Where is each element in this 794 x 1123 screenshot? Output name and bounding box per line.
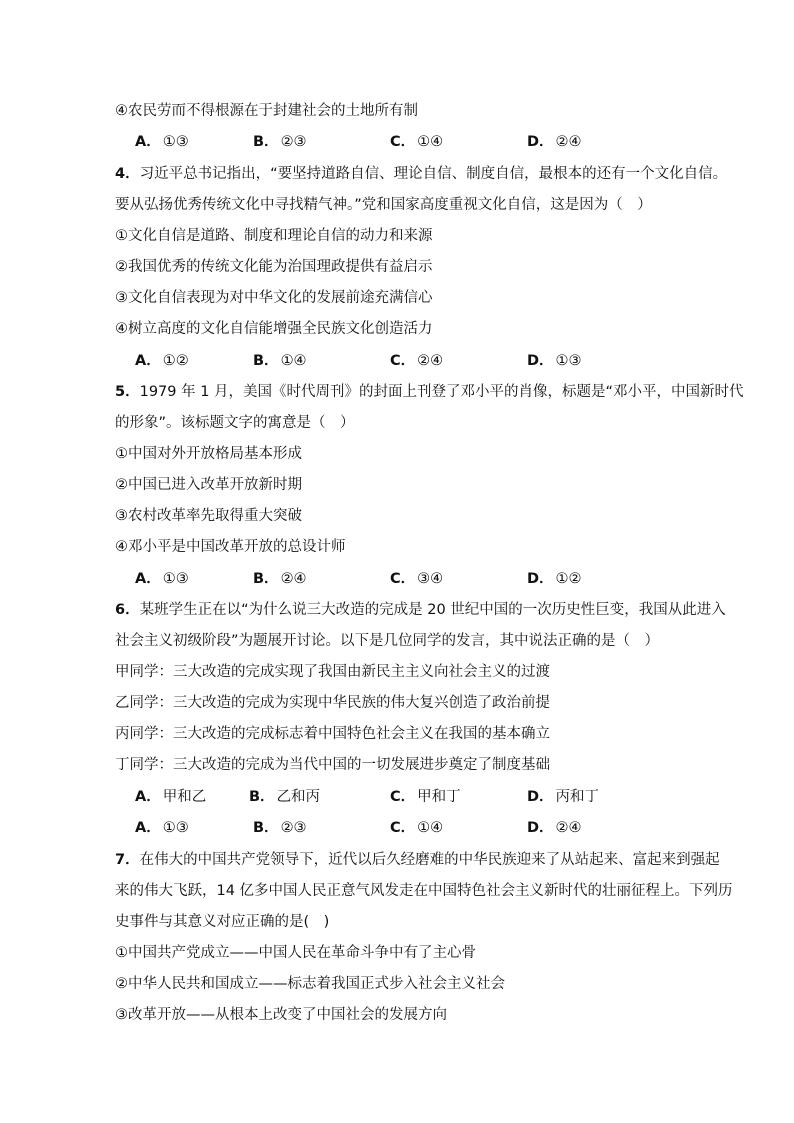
q6-option-a-numbers[interactable]: A． ①③ [135, 820, 189, 836]
q5-options [135, 569, 675, 589]
q4-statement-3: ③文化自信表现为对中华文化的发展前途充满信心 [115, 290, 433, 306]
q3-option-a[interactable]: A． ①③ [135, 134, 189, 150]
q5-option-a[interactable]: A． ①③ [135, 571, 189, 587]
q7-statement-3: ③改革开放——从根本上改变了中国社会的发展方向 [115, 1007, 447, 1023]
q5-statement-4: ④邓小平是中国改革开放的总设计师 [115, 539, 346, 555]
q6-option-c-names[interactable]: C． 甲和丁 [390, 789, 461, 805]
q5-statement-3: ③农村改革率先取得重大突破 [115, 508, 302, 524]
q5-stem-line-2: 的形象”。该标题文字的寓意是（ ） [115, 415, 355, 431]
q6-stem-line-1: 6．某班学生正在以“为什么说三大改造的完成是 20 世纪中国的一次历史性巨变，我国从此进入 [115, 602, 726, 618]
q5-stem-line-1: 5．1979 年 1 月，美国《时代周刊》的封面上刊登了邓小平的肖像，标题是“邓小平，中国新时代 [115, 384, 744, 400]
q7-number: 7． [115, 852, 140, 868]
q4-statement-1: ①文化自信是道路、制度和理论自信的动力和来源 [115, 228, 433, 244]
q5-number: 5． [115, 384, 140, 400]
q6-option-d-numbers[interactable]: D． ②④ [527, 820, 582, 836]
q6-statement-3: 丙同学：三大改造的完成标志着中国特色社会主义在我国的基本确立 [115, 726, 550, 742]
q7-stem-line-3: 史事件与其意义对应正确的是( ) [115, 914, 330, 930]
q7-stem-line-1: 7．在伟大的中国共产党领导下，近代以后久经磨难的中华民族迎来了从站起来、富起来到强起 [115, 852, 720, 868]
q3-options [135, 132, 675, 152]
q6-number: 6． [115, 602, 140, 618]
q7-stem-line-2: 来的伟大飞跃，14 亿多中国人民正意气风发走在中国特色社会主义新时代的壮丽征程上。下列历 [115, 883, 733, 899]
q6-stem-line-2: 社会主义初级阶段”为题展开讨论。以下是几位同学的发言，其中说法正确的是（ ） [115, 633, 660, 649]
q4-option-b[interactable]: B． ①④ [253, 353, 307, 369]
q7-statement-1: ①中国共产党成立——中国人民在革命斗争中有了主心骨 [115, 945, 476, 961]
q6-option-b-names[interactable]: B． 乙和丙 [249, 789, 321, 805]
q6-option-a-names[interactable]: A． 甲和乙 [135, 789, 207, 805]
q5-option-b[interactable]: B． ②④ [253, 571, 307, 587]
q6-statement-1: 甲同学：三大改造的完成实现了我国由新民主主义向社会主义的过渡 [115, 664, 550, 680]
q4-statement-2: ②我国优秀的传统文化能为治国理政提供有益启示 [115, 259, 433, 275]
q5-option-d[interactable]: D． ①② [527, 571, 582, 587]
q6-option-c-numbers[interactable]: C． ①④ [390, 820, 444, 836]
q6-statement-2: 乙同学：三大改造的完成为实现中华民族的伟大复兴创造了政治前提 [115, 695, 550, 711]
q4-option-d[interactable]: D． ①③ [527, 353, 582, 369]
q4-option-c[interactable]: C． ②④ [390, 353, 444, 369]
q4-stem-line-1: 4．习近平总书记指出，“要坚持道路自信、理论自信、制度自信，最根本的还有一个文化自信。 [115, 166, 728, 182]
q7-statement-2: ②中华人民共和国成立——标志着我国正式步入社会主义社会 [115, 976, 505, 992]
q5-statement-2: ②中国已进入改革开放新时期 [115, 477, 302, 493]
q4-options [135, 351, 675, 371]
q4-stem-line-2: 要从弘扬优秀传统文化中寻找精气神。”党和国家高度重视文化自信，这是因为（ ） [115, 197, 652, 213]
q3-option-c[interactable]: C． ①④ [390, 134, 444, 150]
q5-option-c[interactable]: C． ③④ [390, 571, 444, 587]
q3-option-d[interactable]: D． ②④ [527, 134, 582, 150]
q4-statement-4: ④树立高度的文化自信能增强全民族文化创造活力 [115, 321, 433, 337]
q5-statement-1: ①中国对外开放格局基本形成 [115, 446, 302, 462]
q6-options-numbers [135, 818, 675, 838]
q6-option-b-numbers[interactable]: B． ②③ [253, 820, 307, 836]
q4-number: 4． [115, 166, 140, 182]
q3-option-b[interactable]: B． ②③ [253, 134, 307, 150]
q6-options-names [135, 787, 675, 807]
q6-option-d-names[interactable]: D． 丙和丁 [527, 789, 600, 805]
q3-statement-4: ④农民劳而不得根源在于封建社会的土地所有制 [115, 103, 418, 119]
q6-statement-4: 丁同学：三大改造的完成为当代中国的一切发展进步奠定了制度基础 [115, 757, 550, 773]
q4-option-a[interactable]: A． ①② [135, 353, 189, 369]
